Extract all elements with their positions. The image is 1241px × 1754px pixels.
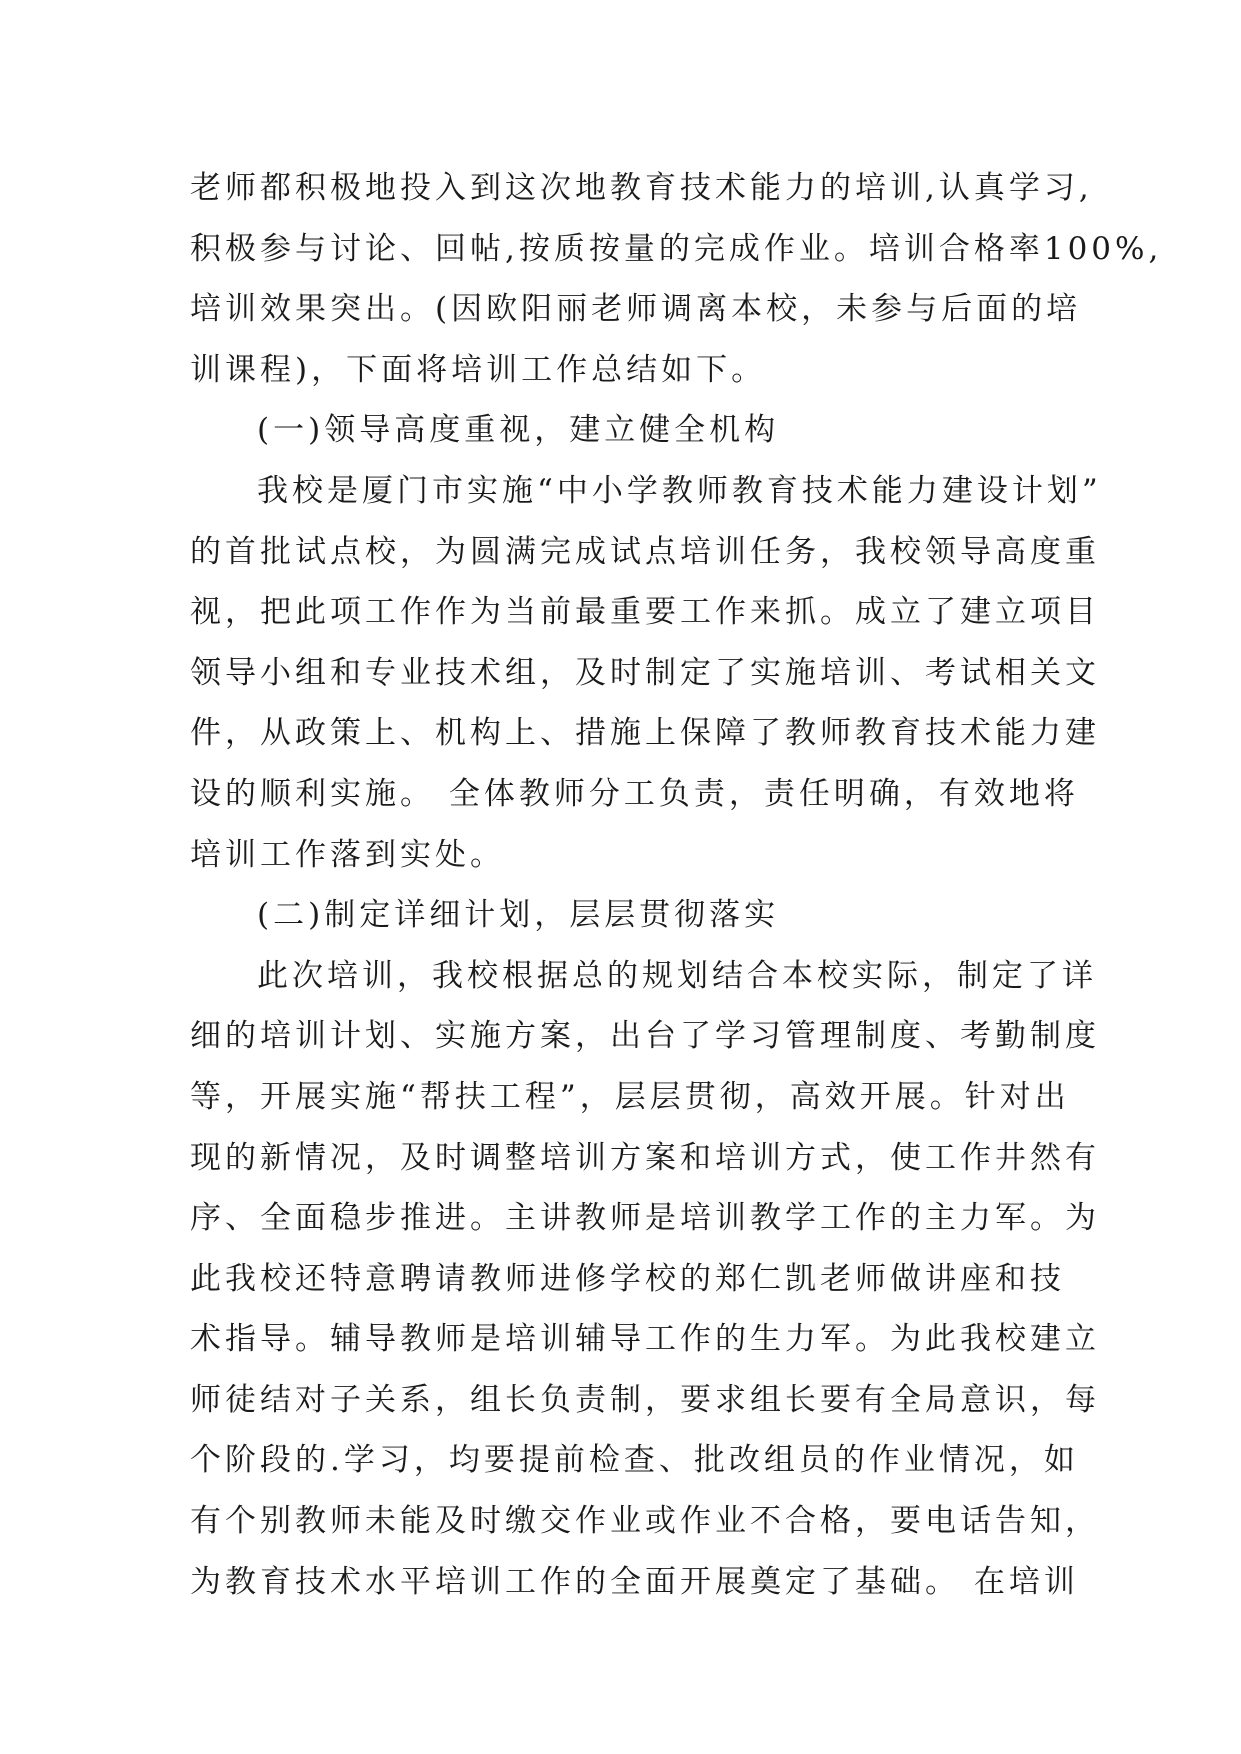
text-line: 师徒结对子关系，组长负责制，要求组长要有全局意识，每 — [190, 1381, 1100, 1418]
text-line: 为教育技术水平培训工作的全面开展奠定了基础。 在培训 — [190, 1563, 1079, 1600]
section-heading-1: (一)领导高度重视，建立健全机构 — [257, 412, 780, 449]
text-line: 设的顺利实施。 全体教师分工负责，责任明确，有效地将 — [190, 775, 1079, 812]
text-line: 老师都积极地投入到这次地教育技术能力的培训,认真学习, — [190, 170, 1093, 206]
text-line: 术指导。辅导教师是培训辅导工作的生力军。为此我校建立 — [190, 1321, 1100, 1358]
text-line: 我校是厦门市实施“中小学教师教育技术能力建设计划” — [257, 472, 1102, 509]
text-line: 视，把此项工作作为当前最重要工作来抓。成立了建立项目 — [190, 594, 1100, 631]
document-body — [190, 158, 1163, 1612]
text-line: 领导小组和专业技术组，及时制定了实施培训、考试相关文 — [190, 654, 1100, 691]
text-line: 训课程)，下面将培训工作总结如下。 — [190, 351, 767, 388]
text-line: 件，从政策上、机构上、措施上保障了教师教育技术能力建 — [190, 715, 1100, 752]
text-line: 此我校还特意聘请教师进修学校的郑仁凯老师做讲座和技 — [190, 1260, 1065, 1297]
text-line: 培训工作落到实处。 — [190, 836, 505, 873]
text-line: 序、全面稳步推进。主讲教师是培训教学工作的主力军。为 — [190, 1200, 1100, 1237]
text-line: 细的培训计划、实施方案，出台了学习管理制度、考勤制度 — [190, 1018, 1100, 1055]
section-heading-2: (二)制定详细计划，层层贯彻落实 — [257, 897, 780, 934]
text-line: 的首批试点校，为圆满完成试点培训任务，我校领导高度重 — [190, 533, 1100, 570]
text-line: 有个别教师未能及时缴交作业或作业不合格，要电话告知， — [190, 1503, 1100, 1540]
text-line: 此次培训，我校根据总的规划结合本校实际，制定了详 — [257, 957, 1097, 994]
text-line: 现的新情况，及时调整培训方案和培训方式，使工作井然有 — [190, 1139, 1100, 1176]
text-line: 积极参与讨论、回帖,按质按量的完成作业。培训合格率100%, — [190, 230, 1163, 267]
text-line: 等，开展实施“帮扶工程”，层层贯彻，高效开展。针对出 — [190, 1078, 1070, 1115]
text-line: 个阶段的.学习，均要提前检查、批改组员的作业情况，如 — [190, 1442, 1079, 1479]
text-line: 培训效果突出。(因欧阳丽老师调离本校，未参与后面的培 — [190, 291, 1082, 328]
